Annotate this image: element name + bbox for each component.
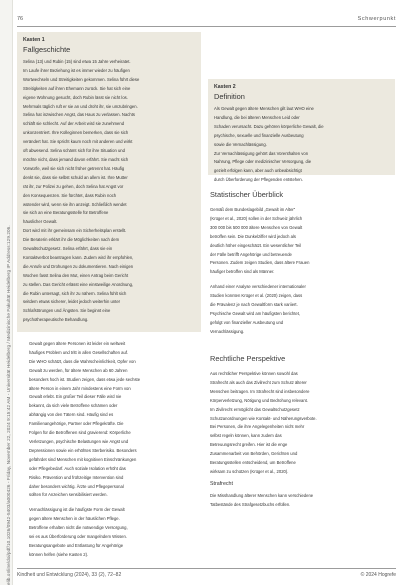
statistics-text-line: 300 000 bis 500 000 ältere Menschen von Gewalt [210, 224, 303, 230]
case-box-text-line: Die Beraterin erklärt ihr die Möglichkeiten nach dem [23, 237, 120, 243]
case-box-text-line: möchte nicht, dass jemand davon erfährt. Sie macht sich [23, 156, 129, 162]
definition-box-text-line: Nahrung, Pflege oder medizinischer Versorgung, die [214, 159, 312, 165]
case-box-text-line: Kontaktverbot beantragen kann. Zudem wird ihr empfohlen, [23, 254, 134, 260]
statistics-text-line: Psychische Gewalt wird am häufigsten berichtet, [210, 310, 301, 316]
legal-text-line: Betreuungsrecht greifen. Hier ist die enge [210, 442, 288, 448]
definition-box-text-line: Schaden verursacht. Dazu gehören körperliche Gewalt, die [214, 123, 324, 129]
body-text-line: Risiko. Prävention und frühzeitige Intervention sind [29, 474, 124, 480]
case-box-text-line: häuslicher Gewalt. [23, 219, 58, 225]
statistics-text-line: Personen. Zudem zeigen Studien, dass ältere Frauen [210, 260, 310, 266]
case-box-text-line: Vorwürfe, weil sie sich nicht früher getrennt hat. Häufig [23, 165, 125, 171]
definition-box-title: Definition [214, 92, 245, 101]
body-text-line: Gewalt zu werden, für ältere Menschen ab 60 Jahren [29, 367, 128, 373]
case-box-text-line: wütender wird, wenn sie ihn anzeigt. Schließlich wendet [23, 201, 127, 207]
copyright-notice: © 2024 Hogrefe [360, 572, 396, 578]
body-text-line: Verletzungen, psychische Belastungen wie Angst und [29, 438, 129, 444]
definition-box-text-line: gezielt erfolgen kann, aber auch unbeabsichtigt [214, 168, 302, 174]
case-box-text-line: Im Laufe ihrer Beziehung ist es immer wieder zu häufigen [23, 67, 130, 73]
case-box-label: Kasten 1 [23, 37, 45, 43]
body-text-line: oder Pflegebedarf. Auch soziale Isolation erhöht das [29, 465, 126, 471]
statistics-text-line: betroffen sein. Die Dunkelziffer wird jedoch als [210, 233, 296, 239]
legal-text-line: Zusammenarbeit von Behörden, Gerichten und [210, 451, 298, 457]
body-text-line: sollten für Anzeichen sensibilisiert werden. [29, 492, 108, 498]
case-box-text-line: Dort wird mit ihr gemeinsam ein Sicherheitsplan erstellt. [23, 228, 127, 234]
definition-box-text-line: psychische, sexuelle und finanzielle Ausbeutung [214, 132, 304, 138]
case-box-text-line: Mehrmals täglich ruft er sie an und droht ihr, sie umzubringen. [23, 103, 138, 109]
case-box-text-line: denkt sie, dass sie selbst schuld an allem ist. Ihre Mutter [23, 174, 128, 180]
section-label: Schwerpunkt [357, 16, 396, 22]
statistics-text-line: die Prävalenz je nach Gewaltform stark variiert. [210, 302, 298, 308]
statistics-text-line: Vernachlässigung. [210, 328, 245, 334]
body-text-line: häufiges Problem und tritt in allen Gesellschaften auf. [29, 349, 129, 355]
body-text-line: Die WHO schätzt, dass die Wahrscheinlichkeit, Opfer von [29, 358, 136, 364]
case-box-text-line: sie sich an eine Beratungsstelle für Betroffene [23, 210, 109, 216]
legal-text-line: Aus rechtlicher Perspektive können sowohl das [210, 371, 298, 376]
criminal-law-heading: Strafrecht [210, 481, 233, 487]
case-box-text-line: zu stellen. Das Gericht erlässt eine einstweilige Anordnung, [23, 281, 134, 287]
statistics-text-line: deutlich höher eingeschätzt. Ein wesentlicher Teil [210, 242, 302, 248]
case-box-text-line: oft abwesend. Selina schämt sich für ihre Situation und [23, 148, 125, 154]
statistics-text-line: häufiger betroffen sind als Männer. [210, 269, 275, 275]
body-text-line: Gewalt erlebt. Ein großer Teil dieser Fälle wird nie [29, 394, 122, 400]
definition-box [208, 79, 395, 183]
case-box-text-line: psychotherapeutische Behandlung. [23, 317, 89, 323]
body-text-line: abhängig von den Tätern sind. Häufig sind es [29, 412, 114, 418]
body-text-line: sei es aus Überforderung oder mangelndem Wissen. [29, 534, 127, 540]
criminal-law-text-line: Die Misshandlung älterer Menschen kann verschiedene [210, 493, 314, 498]
case-box-text-line: schläft sie schlecht. Auf der Arbeit wird sie zunehmend [23, 121, 125, 127]
page-number: 76 [17, 16, 24, 22]
criminal-law-text-line: Tatbestände des Strafgesetzbuchs erfüllen. [210, 501, 291, 507]
legal-heading: Rechtliche Perspektive [210, 354, 286, 363]
case-box [17, 32, 201, 332]
definition-box-text-line: Zur Vernachlässigung gehört das Vorenthalten von [214, 150, 309, 156]
body-text-line: Betroffene erhalten nicht die notwendige Versorgung, [29, 525, 128, 531]
case-box-title: Fallgeschichte [23, 45, 71, 54]
statistics-text-line: Studien konnten Krüger et al. (2020) zeigen, dass [210, 293, 303, 299]
definition-box-label: Kasten 2 [214, 84, 236, 90]
body-text-line: gefährdet sind Menschen mit kognitiven Einschränkungen [29, 456, 137, 462]
case-box-text-line: Selina (13) und Rubin (15) sind etwa 15 Jahre verheiratet. [23, 59, 131, 64]
case-box-text [23, 58, 139, 325]
statistics-text-line: Anhand einer Analyse verschiedener internationaler [210, 284, 306, 290]
body-text-line: daher besonders wichtig. Ärzte und Pflegepersonal [29, 483, 124, 489]
case-box-text-line: Wortwechseln und Streitigkeiten gekommen. Selina führt diese [23, 76, 140, 82]
body-text-line: Gewalt gegen ältere Personen ist leider ein weltweit [29, 341, 126, 346]
body-text-line: ältere Person in einem Jahr mindestens eine Form von [29, 385, 131, 391]
legal-text-line: selbst regeln können, kann zudem das [210, 433, 282, 439]
case-box-text-line: seitdem etwas sicherer, leidet jedoch weiterhin unter [23, 299, 121, 305]
statistics-text-line: (Krüger et al., 2020) sollen in der Schweiz jährlich [210, 215, 303, 221]
legal-text-line: Menschen beitragen. Im Strafrecht sind insbesondere [210, 388, 310, 394]
definition-box-text [214, 105, 324, 185]
body-text-line: besonders hoch ist. Studien zeigen, dass etwa jede sechste [29, 376, 141, 382]
left-column-body [29, 340, 197, 560]
download-watermark-text: elib.online/doi/pdf/10.1026/0942-5403/a000426 - Friday, November 22, 2024 9:15:42 AM - Universität Heidelberg / Medizinische Fakultät Heidelberg IP Address:129.206. [6, 225, 11, 585]
body-text-line: Folgen für die Betroffenen sind gravierend: Körperliche [29, 430, 131, 436]
legal-text-line: Beratungsstellen entscheidend, um Betroffene [210, 460, 296, 466]
statistics-text-line: Gemäß dem Bundeslagebild „Gewalt im Alter“ [210, 207, 296, 212]
legal-text-line: Schutzanordnungen wie Kontakt- und Näherungsverbote. [210, 415, 317, 421]
body-text-line: gegen ältere Menschen in der häuslichen Pflege. [29, 516, 120, 522]
case-box-text-line: Schlafstörungen und Ängsten. Sie beginnt eine [23, 308, 111, 314]
criminal-law-body [210, 492, 395, 510]
body-text-line: Beratungsangebote und Entlastung für Angehörige [29, 542, 124, 548]
case-box-text-line: die Rubin untersagt, sich ihr zu nähern. Selina fühlt sich [23, 290, 127, 296]
case-box-text-line: den Konsequenzen. Sie fürchtet, dass Rubin noch [23, 192, 117, 198]
statistics-body [210, 206, 395, 337]
definition-box-text-line: durch Überforderung der Pflegenden entstehen. [214, 177, 303, 183]
body-text-line: können helfen (siehe Kasten 2). [29, 551, 89, 557]
body-text-line: Vernachlässigung ist die häufigste Form der Gewalt [29, 507, 125, 513]
case-box-text-line: verändert hat. Sie spricht kaum noch mit anderen und wirkt [23, 139, 133, 145]
case-box-text-line: Gewaltschutzgesetz. Selina erfährt, dass sie ein [23, 246, 113, 252]
case-box-text-line: Selina hat inzwischen Angst, das Haus zu verlassen. Nachts [23, 112, 135, 118]
case-box-text-line: Wochen fasst Selina den Mut, einen Antrag beim Gericht [23, 272, 129, 278]
legal-text-line: Im Zivilrecht ermöglicht das Gewaltschutzgesetz [210, 406, 300, 412]
legal-text-line: Bei Personen, die ihre Angelegenheiten nicht mehr [210, 424, 305, 430]
body-text-line: Depressionen sowie ein erhöhtes Sterberisiko. Besonders [29, 447, 137, 453]
statistics-text-line: der Fälle betrifft Angehörige und betreuende [210, 251, 292, 257]
legal-body [210, 370, 395, 477]
running-header [17, 14, 396, 27]
statistics-text-line: gefolgt von finanzieller Ausbeutung und [210, 319, 284, 325]
legal-text-line: wirksam zu schützen (Krüger et al., 2020). [210, 468, 289, 474]
definition-box-text-line: Als Gewalt gegen ältere Menschen gilt laut WHO eine [214, 106, 314, 111]
case-box-text-line: Streitigkeiten auf ihren Ehemann zurück. Sie hat sich eine [23, 85, 131, 91]
case-box-text-line: rät ihr, zur Polizei zu gehen, doch Selina hat Angst vor [23, 183, 124, 189]
definition-box-text-line: Handlung, die bei älteren Menschen Leid oder [214, 114, 300, 120]
case-box-text-line: eigene Wohnung gesucht, doch Rubin lässt sie nicht los. [23, 94, 128, 100]
statistics-heading: Statistischer Überblick [210, 190, 284, 199]
body-text-line: bekannt, da sich viele Betroffene schämen oder [29, 403, 118, 409]
case-box-text-line: unkonzentriert. Ihre Kolleginnen bemerken, dass sie sich [23, 130, 129, 136]
running-footer [17, 568, 396, 579]
case-box-text-line: die Anrufe und Drohungen zu dokumentieren. Nach einigen [23, 263, 134, 269]
body-text-line: Familienangehörige, Partner oder Pflegekräfte. Die [29, 421, 124, 427]
download-watermark-strip [0, 0, 13, 585]
journal-citation: Kindheit und Entwicklung (2024), 33 (2), 72–82 [17, 572, 122, 578]
definition-box-text-line: sowie die Vernachlässigung. [214, 141, 267, 147]
legal-text-line: Strafrecht als auch das Zivilrecht zum Schutz älterer [210, 379, 307, 385]
legal-text-line: Körperverletzung, Nötigung und Bedrohung relevant. [210, 397, 309, 403]
